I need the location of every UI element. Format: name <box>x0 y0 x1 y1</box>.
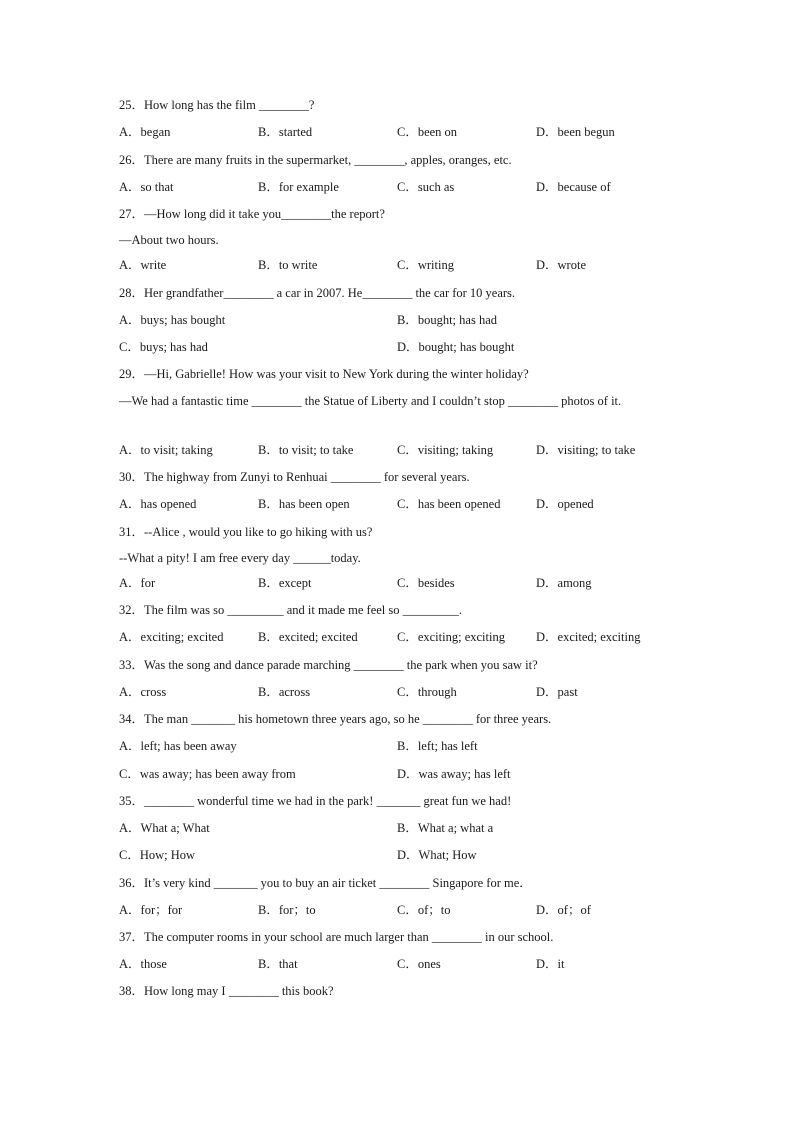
question-27-option-c: C．writing <box>397 258 454 272</box>
question-32-option-a: A．exciting; excited <box>119 630 224 644</box>
question-31-option-d: D．among <box>536 576 592 590</box>
question-26-option-a: A．so that <box>119 180 174 194</box>
question-34-stem: 34．The man _______ his hometown three years ago, so he ________ for three years. <box>119 712 552 726</box>
question-25-option-b: B．started <box>258 125 313 139</box>
question-31-stem-2: --What a pity! I am free every day ______today. <box>119 551 361 565</box>
question-32-option-b: B．excited; excited <box>258 630 358 644</box>
question-32-option-c: C．exciting; exciting <box>397 630 505 644</box>
question-30-option-c: C．has been opened <box>397 497 501 511</box>
question-31-option-b: B．except <box>258 576 312 590</box>
question-35-stem: 35．________ wonderful time we had in the park! _______ great fun we had! <box>119 794 512 808</box>
question-37-option-c: C．ones <box>397 957 441 971</box>
question-29-stem: 29．—Hi, Gabrielle! How was your visit to New York during the winter holiday? <box>119 367 529 381</box>
question-36-option-c: C．of；to <box>397 903 451 917</box>
question-25-option-d: D．been begun <box>536 125 615 139</box>
question-27-option-d: D．wrote <box>536 258 586 272</box>
question-38-stem: 38．How long may I ________ this book? <box>119 984 334 998</box>
question-37-stem: 37．The computer rooms in your school are much larger than ________ in our school. <box>119 930 554 944</box>
question-26-option-d: D．because of <box>536 180 611 194</box>
question-30-option-a: A．has opened <box>119 497 197 511</box>
question-29-stem-2: —We had a fantastic time ________ the Statue of Liberty and I couldn’t stop ________ photos of it. <box>119 394 622 408</box>
question-28-stem: 28．Her grandfather________ a car in 2007. He________ the car for 10 years. <box>119 286 516 300</box>
question-25-stem: 25．How long has the film ________? <box>119 98 315 112</box>
question-34-option-b: B．left; has left <box>397 739 478 753</box>
question-26-option-c: C．such as <box>397 180 455 194</box>
question-28-option-c: C．buys; has had <box>119 340 208 354</box>
question-32-option-d: D．excited; exciting <box>536 630 641 644</box>
question-25-option-a: A．began <box>119 125 171 139</box>
question-36-stem: 36．It’s very kind _______ you to buy an air ticket ________ Singapore for me． <box>119 876 532 890</box>
question-31-stem: 31．--Alice , would you like to go hiking with us? <box>119 525 373 539</box>
question-33-stem: 33．Was the song and dance parade marching ________ the park when you saw it? <box>119 658 538 672</box>
question-28-option-d: D．bought; has bought <box>397 340 515 354</box>
question-30-option-b: B．has been open <box>258 497 350 511</box>
question-35-option-d: D．What; How <box>397 848 477 862</box>
question-34-option-c: C．was away; has been away from <box>119 767 296 781</box>
question-33-option-c: C．through <box>397 685 457 699</box>
question-37-option-a: A．those <box>119 957 167 971</box>
question-33-option-a: A．cross <box>119 685 167 699</box>
question-30-stem: 30．The highway from Zunyi to Renhuai ________ for several years. <box>119 470 470 484</box>
question-29-option-b: B．to visit; to take <box>258 443 354 457</box>
question-35-option-a: A．What a; What <box>119 821 210 835</box>
question-31-option-a: A．for <box>119 576 156 590</box>
question-34-option-a: A．left; has been away <box>119 739 237 753</box>
question-37-option-d: D．it <box>536 957 565 971</box>
question-32-stem: 32．The film was so _________ and it made me feel so _________. <box>119 603 462 617</box>
question-34-option-d: D．was away; has left <box>397 767 511 781</box>
question-33-option-b: B．across <box>258 685 311 699</box>
question-27-stem-2: —About two hours. <box>119 233 219 247</box>
question-29-option-d: D．visiting; to take <box>536 443 636 457</box>
question-29-option-c: C．visiting; taking <box>397 443 494 457</box>
question-37-option-b: B．that <box>258 957 298 971</box>
question-27-option-a: A．write <box>119 258 167 272</box>
question-35-option-c: C．How; How <box>119 848 196 862</box>
question-27-stem: 27．—How long did it take you________the report? <box>119 207 385 221</box>
question-36-option-d: D．of；of <box>536 903 591 917</box>
question-36-option-a: A．for；for <box>119 903 183 917</box>
question-30-option-d: D．opened <box>536 497 594 511</box>
question-31-option-c: C．besides <box>397 576 455 590</box>
question-26-option-b: B．for example <box>258 180 339 194</box>
question-28-option-b: B．bought; has had <box>397 313 497 327</box>
question-25-option-c: C．been on <box>397 125 458 139</box>
question-33-option-d: D．past <box>536 685 578 699</box>
question-36-option-b: B．for；to <box>258 903 316 917</box>
question-35-option-b: B．What a; what a <box>397 821 494 835</box>
question-28-option-a: A．buys; has bought <box>119 313 226 327</box>
question-29-option-a: A．to visit; taking <box>119 443 213 457</box>
question-26-stem: 26．There are many fruits in the supermarket, ________, apples, oranges, etc. <box>119 153 512 167</box>
question-27-option-b: B．to write <box>258 258 318 272</box>
